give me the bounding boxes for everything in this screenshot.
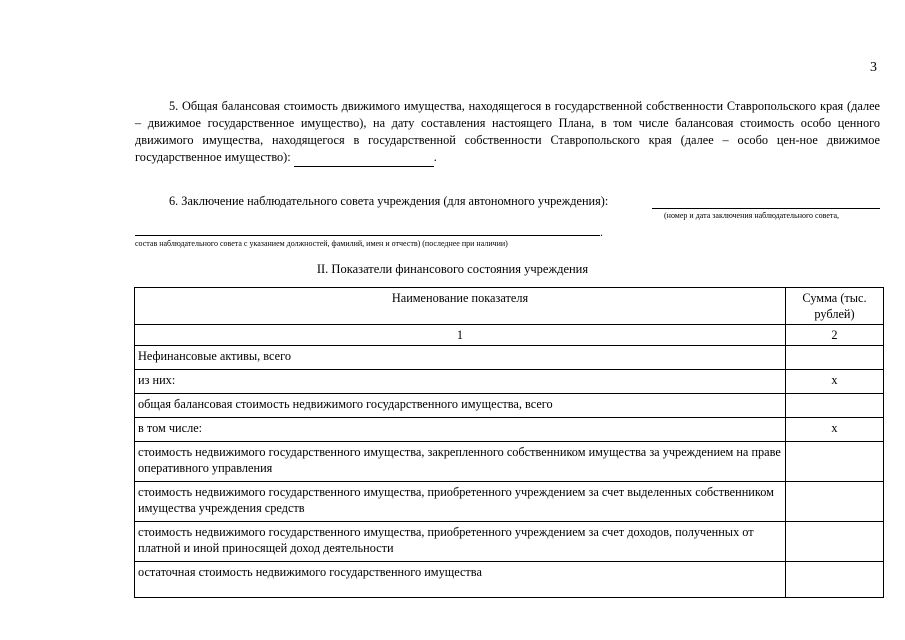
paragraph-6-text: 6. Заключение наблюдательного совета учреждения (для автономного учреждения):: [169, 194, 609, 208]
caption-council-number: (номер и дата заключения наблюдательного совета,: [664, 211, 840, 220]
paragraph-5-text: 5. Общая балансовая стоимость движимого имущества, находящегося в государственной собственности Ставропольского края (далее – движимое государственное имущество), на дату составления настоящего Плана, в том числе балансовая стоимость особо ценного движимого имущества, находящегося в государственной собственности Ставропольского края (далее – особо цен-ное движимое государственное имущество):: [135, 99, 880, 164]
section-title: II. Показатели финансового состояния учреждения: [316, 262, 589, 276]
indicator-name: стоимость недвижимого государственного имущества, приобретенного учреждением за счет выделенных собственником имущества учреждения средств: [135, 482, 786, 522]
indicator-name: из них:: [135, 370, 786, 394]
indicator-value: x: [786, 370, 884, 394]
column-header-sum: Сумма (тыс. рублей): [786, 288, 884, 325]
indicator-value: [786, 562, 884, 598]
column-number: 1: [135, 325, 786, 346]
table-row: [135, 522, 884, 562]
table-row: [135, 418, 884, 442]
table-row: [135, 562, 884, 598]
paragraph-6-end: .: [600, 225, 603, 239]
indicator-value: [786, 346, 884, 370]
column-header-name: Наименование показателя: [135, 288, 786, 325]
fill-in-line: [294, 149, 434, 167]
indicator-value: [786, 482, 884, 522]
table-header-row: [135, 288, 884, 325]
paragraph-5-end: .: [433, 150, 437, 164]
indicator-value: [786, 522, 884, 562]
fill-in-line-council: [652, 208, 880, 209]
caption-council-members: состав наблюдательного совета с указанием должностей, фамилий, имен и отчеств) (последнее при наличии): [135, 239, 508, 248]
indicator-value: [786, 394, 884, 418]
table-row: [135, 394, 884, 418]
indicator-name: стоимость недвижимого государственного имущества, закрепленного собственником имущества за учреждением на праве оперативного управления: [135, 442, 786, 482]
indicator-name: общая балансовая стоимость недвижимого государственного имущества, всего: [135, 394, 786, 418]
indicator-name: стоимость недвижимого государственного имущества, приобретенного учреждением за счет доходов, полученных от платной и иной приносящей доход деятельности: [135, 522, 786, 562]
column-number-row: [135, 325, 884, 346]
indicator-value: x: [786, 418, 884, 442]
table-row: [135, 370, 884, 394]
paragraph-5: [135, 98, 880, 167]
indicator-value: [786, 442, 884, 482]
indicator-name: Нефинансовые активы, всего: [135, 346, 786, 370]
page-number: 3: [870, 60, 877, 75]
indicator-name: остаточная стоимость недвижимого государственного имущества: [135, 562, 786, 598]
fill-in-line-council-2: [135, 235, 600, 236]
column-number: 2: [786, 325, 884, 346]
table-row: [135, 442, 884, 482]
indicator-name: в том числе:: [135, 418, 786, 442]
financial-indicators-table: [134, 287, 884, 598]
table-row: [135, 346, 884, 370]
table-row: [135, 482, 884, 522]
